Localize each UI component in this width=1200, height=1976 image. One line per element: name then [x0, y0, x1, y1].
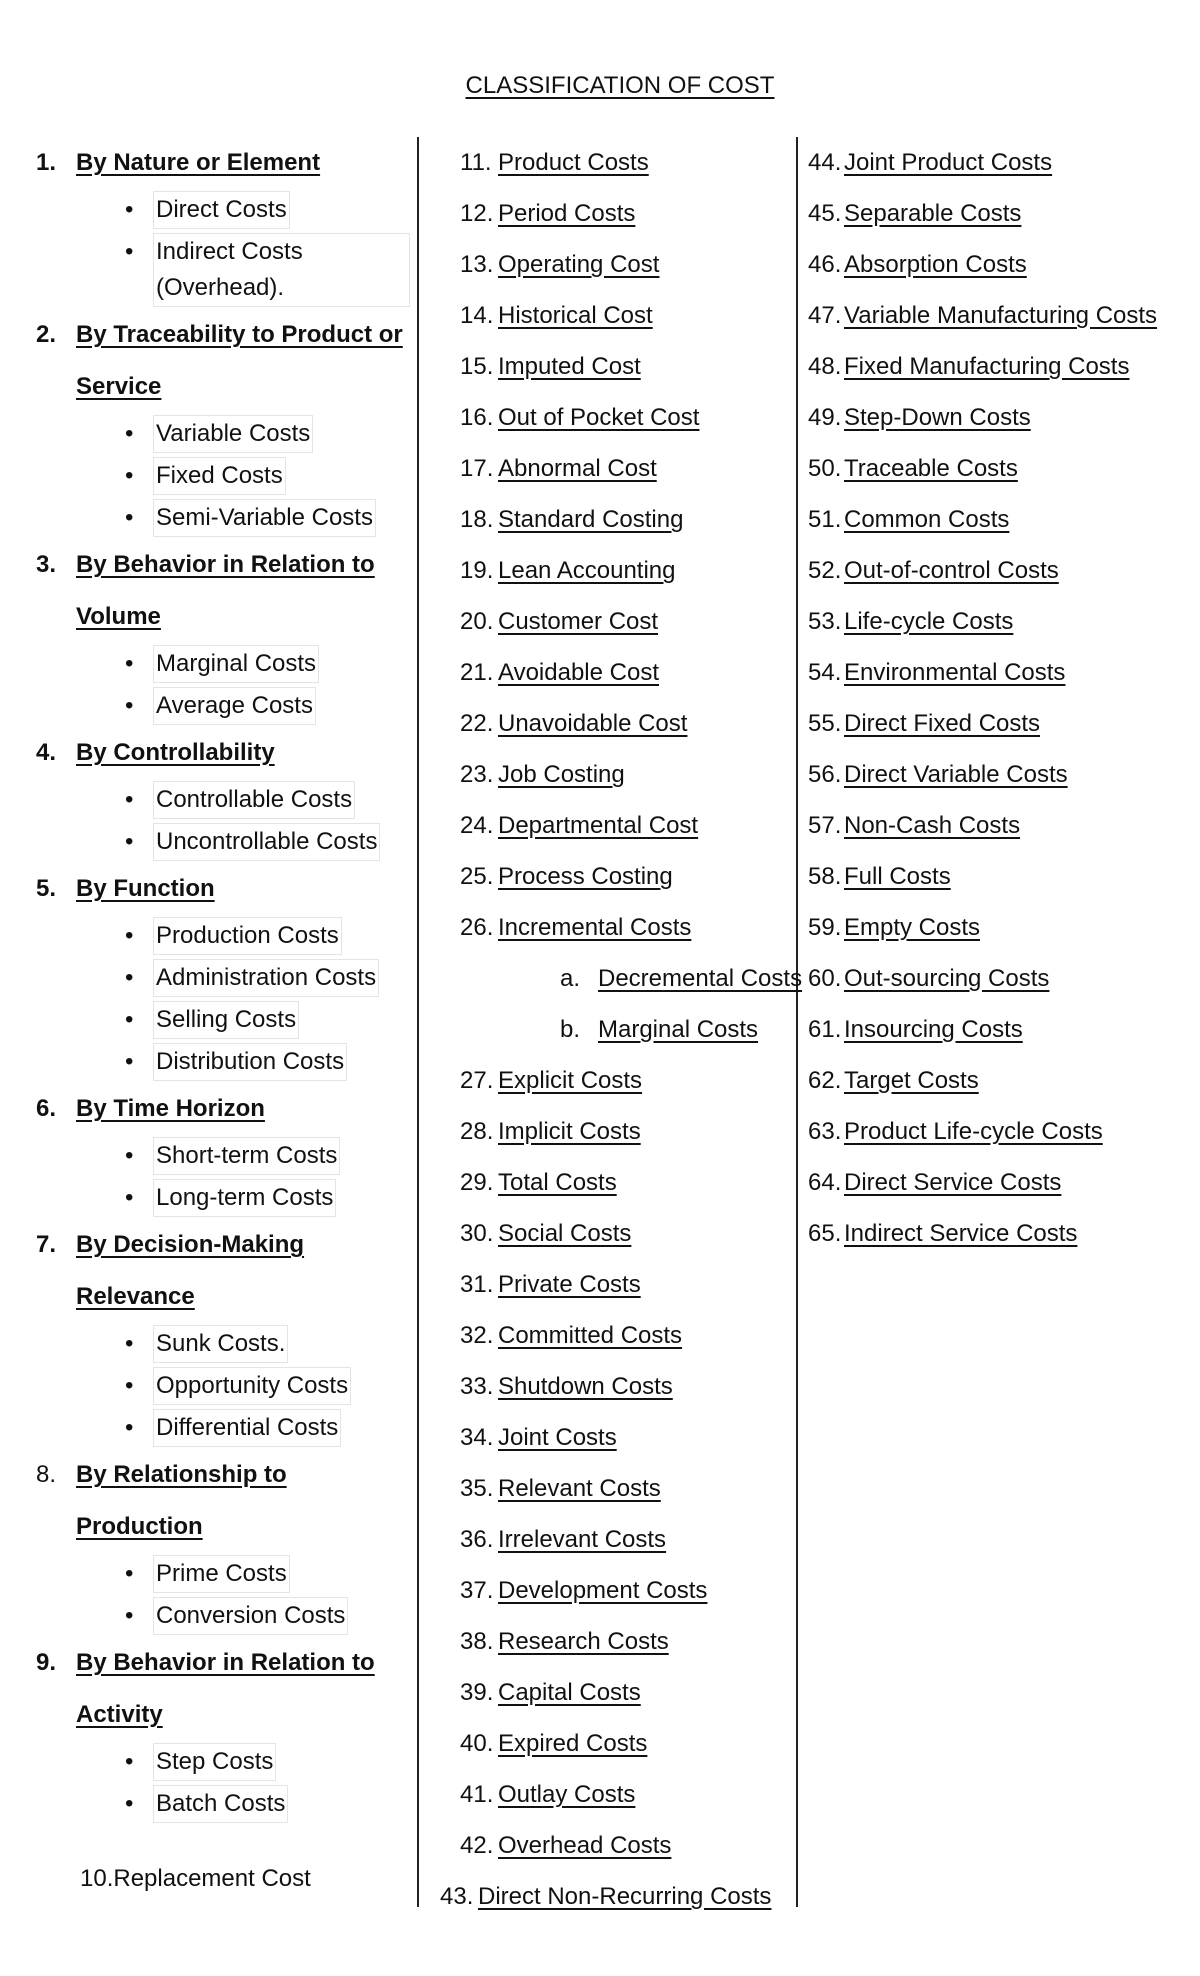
item-label: Incremental Costs [498, 914, 692, 941]
list-item-text: Controllable Costs [153, 781, 355, 819]
item-label: Joint Product Costs [844, 149, 1053, 176]
item-number: 27. [460, 1067, 494, 1094]
list-item-text: Conversion Costs [153, 1597, 348, 1635]
bullet-icon: • [125, 786, 134, 813]
list-item-text: Indirect Costs (Overhead). [153, 233, 410, 307]
list-item-text: Variable Costs [153, 415, 313, 453]
item-label: Job Costing [498, 761, 625, 788]
item-label: Insourcing Costs [844, 1016, 1023, 1043]
item-label: Lean Accounting [498, 557, 676, 584]
bullet-icon: • [125, 420, 134, 447]
bullet-icon: • [125, 1560, 134, 1587]
numbered-item [430, 1718, 790, 1769]
item-number: 19. [460, 557, 494, 584]
list-item [125, 685, 410, 727]
item-number: 18. [460, 506, 494, 533]
section-label: By Function [76, 875, 215, 902]
section-label: By Controllability [76, 739, 275, 766]
numbered-item [430, 1157, 790, 1208]
bullet-icon: • [125, 828, 134, 855]
item-label: Environmental Costs [844, 659, 1066, 686]
item-label: Outlay Costs [498, 1781, 636, 1808]
numbered-item [430, 647, 790, 698]
numbered-item [808, 1055, 1200, 1106]
item-label: Direct Variable Costs [844, 761, 1068, 788]
list-item-text: Step Costs [153, 1743, 276, 1781]
bullet-icon: • [125, 462, 134, 489]
list-item-text: Prime Costs [153, 1555, 290, 1593]
numbered-item [430, 239, 790, 290]
list-item-text: Sunk Costs. [153, 1325, 288, 1363]
item-number: 17. [460, 455, 494, 482]
item-number: b. [560, 1016, 581, 1043]
section-number: 1. [36, 149, 57, 176]
item-number: 15. [460, 353, 494, 380]
numbered-item [430, 1259, 790, 1310]
item-label: Explicit Costs [498, 1067, 643, 1094]
bullet-icon: • [125, 504, 134, 531]
list-item [125, 1553, 410, 1595]
item-label: Irrelevant Costs [498, 1526, 667, 1553]
section-label: By Relationship to Production [76, 1461, 287, 1540]
item-label: Committed Costs [498, 1322, 683, 1349]
item-label: Capital Costs [498, 1679, 641, 1706]
list-item-text: Uncontrollable Costs [153, 823, 380, 861]
item-label: Life-cycle Costs [844, 608, 1014, 635]
section-heading [30, 727, 410, 779]
item-number: 37. [460, 1577, 494, 1604]
section-number: 4. [36, 739, 57, 766]
item-label: Direct Fixed Costs [844, 710, 1041, 737]
column-divider-2 [796, 137, 798, 1907]
item-number: 55. [808, 710, 842, 737]
numbered-item [430, 902, 790, 953]
numbered-item [808, 290, 1200, 341]
section-items [30, 1323, 410, 1449]
item-label: Operating Cost [498, 251, 660, 278]
item-number: 38. [460, 1628, 494, 1655]
item-number: 39. [460, 1679, 494, 1706]
numbered-item [430, 749, 790, 800]
item-number: 60. [808, 965, 842, 992]
list-item-text: Short-term Costs [153, 1137, 340, 1175]
item-number: 56. [808, 761, 842, 788]
item-label: Development Costs [498, 1577, 708, 1604]
numbered-item [430, 290, 790, 341]
item-number: 29. [460, 1169, 494, 1196]
section-number: 5. [36, 875, 57, 902]
item-number: 52. [808, 557, 842, 584]
item-label: Separable Costs [844, 200, 1022, 227]
item-number: 12. [460, 200, 494, 227]
item-number: 61. [808, 1016, 842, 1043]
item-label: Unavoidable Cost [498, 710, 688, 737]
numbered-item [808, 137, 1200, 188]
numbered-item [430, 1769, 790, 1820]
numbered-item [430, 1004, 790, 1055]
list-item [125, 1407, 410, 1449]
item-label: Private Costs [498, 1271, 641, 1298]
item-number: 32. [460, 1322, 494, 1349]
bullet-icon: • [125, 196, 134, 223]
numbered-item [430, 1463, 790, 1514]
list-item [125, 643, 410, 685]
list-item-text: Marginal Costs [153, 645, 319, 683]
numbered-item [808, 596, 1200, 647]
list-item-text: Semi-Variable Costs [153, 499, 376, 537]
section-heading [30, 309, 410, 413]
bullet-icon: • [125, 650, 134, 677]
item-number: 40. [460, 1730, 494, 1757]
numbered-item [430, 137, 790, 188]
item-label: Relevant Costs [498, 1475, 661, 1502]
item-label: Expired Costs [498, 1730, 648, 1757]
list-item-text: Opportunity Costs [153, 1367, 351, 1405]
item-number: 48. [808, 353, 842, 380]
bullet-icon: • [125, 1790, 134, 1817]
numbered-item [808, 545, 1200, 596]
section-heading [30, 1083, 410, 1135]
numbered-item [808, 749, 1200, 800]
item-label: Social Costs [498, 1220, 632, 1247]
numbered-item [808, 392, 1200, 443]
item-number: 41. [460, 1781, 494, 1808]
column-cost-list-2 [430, 137, 803, 1922]
item-number: 47. [808, 302, 842, 329]
section-items [30, 1135, 410, 1219]
item-number: 34. [460, 1424, 494, 1451]
item-number: 16. [460, 404, 494, 431]
numbered-item [808, 953, 1200, 1004]
item-label: Variable Manufacturing Costs [844, 302, 1158, 329]
item-label: Out-of-control Costs [844, 557, 1059, 584]
item-number: 33. [460, 1373, 494, 1400]
section-items [30, 643, 410, 727]
replacement-cost-item: 10.Replacement Cost [80, 1865, 311, 1892]
list-item [125, 231, 410, 309]
list-item-text: Distribution Costs [153, 1043, 347, 1081]
list-item [125, 1741, 410, 1783]
bullet-icon: • [125, 238, 134, 265]
item-number: 21. [460, 659, 494, 686]
item-number: 22. [460, 710, 494, 737]
list-item-text: Administration Costs [153, 959, 379, 997]
item-label: Traceable Costs [844, 455, 1018, 482]
bullet-icon: • [125, 1748, 134, 1775]
section-label: By Time Horizon [76, 1095, 265, 1122]
item-number: 11. [460, 149, 492, 176]
item-label: Overhead Costs [498, 1832, 672, 1859]
section-heading [30, 1219, 410, 1323]
item-label: Process Costing [498, 863, 673, 890]
numbered-item [808, 851, 1200, 902]
bullet-icon: • [125, 922, 134, 949]
item-number: 62. [808, 1067, 842, 1094]
section-heading [30, 137, 410, 189]
bullet-icon: • [125, 1372, 134, 1399]
item-label: Direct Service Costs [844, 1169, 1062, 1196]
section-number: 8. [36, 1461, 57, 1488]
item-number: 51. [808, 506, 842, 533]
list-item [125, 821, 410, 863]
item-number: 36. [460, 1526, 494, 1553]
numbered-item [808, 902, 1200, 953]
item-number: 14. [460, 302, 494, 329]
item-number: 50. [808, 455, 842, 482]
bullet-icon: • [125, 1142, 134, 1169]
item-number: 42. [460, 1832, 494, 1859]
numbered-item [808, 494, 1200, 545]
item-number: 54. [808, 659, 842, 686]
item-number: 57. [808, 812, 842, 839]
numbered-item [808, 698, 1200, 749]
numbered-item [430, 443, 790, 494]
section-number: 2. [36, 321, 57, 348]
numbered-item [430, 494, 790, 545]
column-cost-list-3 [808, 137, 1200, 1259]
item-label: Target Costs [844, 1067, 979, 1094]
item-number: 25. [460, 863, 494, 890]
numbered-item [430, 953, 803, 1004]
numbered-item [808, 1004, 1200, 1055]
numbered-item [430, 1055, 790, 1106]
section-items [30, 189, 410, 309]
list-item [125, 413, 410, 455]
numbered-item [430, 1667, 790, 1718]
section-label: By Decision-Making Relevance [76, 1231, 305, 1310]
item-label: Decremental Costs [598, 965, 803, 992]
item-number: 53. [808, 608, 842, 635]
numbered-item [430, 800, 790, 851]
numbered-item [430, 1361, 790, 1412]
column-categories [30, 137, 410, 1899]
numbered-item [808, 1208, 1200, 1259]
item-label: Fixed Manufacturing Costs [844, 353, 1130, 380]
section-heading [30, 1449, 410, 1553]
item-label: Standard Costing [498, 506, 684, 533]
item-label: Historical Cost [498, 302, 653, 329]
list-item [125, 189, 410, 231]
section-number: 9. [36, 1649, 57, 1676]
list-item [125, 1177, 410, 1219]
item-label: Product Costs [498, 149, 649, 176]
item-number: 20. [460, 608, 494, 635]
column-divider-1 [417, 137, 419, 1907]
numbered-item [430, 596, 790, 647]
item-label: Imputed Cost [498, 353, 641, 380]
item-number: 26. [460, 914, 494, 941]
item-label: Period Costs [498, 200, 636, 227]
list-item [125, 1595, 410, 1637]
numbered-item [808, 188, 1200, 239]
section-items [30, 413, 410, 539]
list-item [125, 1783, 410, 1825]
item-label: Departmental Cost [498, 812, 699, 839]
numbered-item [430, 1514, 790, 1565]
bullet-icon: • [125, 964, 134, 991]
bullet-icon: • [125, 1048, 134, 1075]
item-label: Full Costs [844, 863, 951, 890]
numbered-item [430, 392, 790, 443]
list-item-text: Average Costs [153, 687, 316, 725]
item-number: 59. [808, 914, 842, 941]
list-item [125, 915, 410, 957]
list-item-text: Differential Costs [153, 1409, 341, 1447]
numbered-item [430, 1820, 790, 1871]
item-label: Joint Costs [498, 1424, 617, 1451]
bullet-icon: • [125, 1602, 134, 1629]
bullet-icon: • [125, 1006, 134, 1033]
numbered-item [808, 341, 1200, 392]
item-number: 31. [460, 1271, 494, 1298]
item-label: Implicit Costs [498, 1118, 641, 1145]
numbered-item [430, 1106, 790, 1157]
list-item-text: Fixed Costs [153, 457, 286, 495]
list-item-text: Selling Costs [153, 1001, 299, 1039]
item-label: Out of Pocket Cost [498, 404, 700, 431]
numbered-item [430, 188, 790, 239]
item-number: 35. [460, 1475, 494, 1502]
item-number: 49. [808, 404, 842, 431]
numbered-item [430, 1208, 790, 1259]
numbered-item [808, 1157, 1200, 1208]
item-number: 43. [440, 1883, 474, 1910]
item-number: 30. [460, 1220, 494, 1247]
section-items [30, 1741, 410, 1825]
item-label: Common Costs [844, 506, 1010, 533]
section-label: By Behavior in Relation to Activity [76, 1649, 375, 1728]
numbered-item [430, 698, 790, 749]
numbered-item [430, 545, 790, 596]
section-heading [30, 863, 410, 915]
item-number: 64. [808, 1169, 842, 1196]
numbered-item [430, 1871, 790, 1922]
section-number: 3. [36, 551, 57, 578]
list-item [125, 1135, 410, 1177]
numbered-item [808, 1106, 1200, 1157]
numbered-item [808, 239, 1200, 290]
list-item [125, 455, 410, 497]
list-item-text: Long-term Costs [153, 1179, 336, 1217]
section-items [30, 1553, 410, 1637]
bullet-icon: • [125, 1184, 134, 1211]
numbered-item [430, 341, 790, 392]
item-number: 23. [460, 761, 494, 788]
section-heading [30, 539, 410, 643]
item-label: Marginal Costs [598, 1016, 759, 1043]
item-label: Absorption Costs [844, 251, 1027, 278]
bullet-icon: • [125, 1414, 134, 1441]
section-label: By Behavior in Relation to Volume [76, 551, 375, 630]
item-label: Out-sourcing Costs [844, 965, 1050, 992]
list-item [125, 1365, 410, 1407]
item-label: Total Costs [498, 1169, 617, 1196]
item-label: Shutdown Costs [498, 1373, 673, 1400]
item-number: a. [560, 965, 581, 992]
item-label: Empty Costs [844, 914, 981, 941]
item-label: Indirect Service Costs [844, 1220, 1078, 1247]
item-label: Product Life-cycle Costs [844, 1118, 1103, 1145]
item-label: Research Costs [498, 1628, 669, 1655]
numbered-item [430, 1616, 790, 1667]
item-number: 58. [808, 863, 842, 890]
item-label: Direct Non-Recurring Costs [478, 1883, 772, 1910]
numbered-item [430, 851, 790, 902]
item-number: 28. [460, 1118, 494, 1145]
item-number: 45. [808, 200, 842, 227]
list-item-text: Batch Costs [153, 1785, 288, 1823]
section-heading [30, 1637, 410, 1741]
item-number: 24. [460, 812, 494, 839]
numbered-item [808, 443, 1200, 494]
item-label: Avoidable Cost [498, 659, 659, 686]
section-number: 7. [36, 1231, 57, 1258]
item-number: 65. [808, 1220, 842, 1247]
bullet-icon: • [125, 692, 134, 719]
list-item [125, 497, 410, 539]
page-title: CLASSIFICATION OF COST [465, 72, 775, 99]
numbered-item [808, 647, 1200, 698]
numbered-item [430, 1565, 790, 1616]
item-number: 63. [808, 1118, 842, 1145]
section-label: By Nature or Element [76, 149, 321, 176]
numbered-item [808, 800, 1200, 851]
bullet-icon: • [125, 1330, 134, 1357]
numbered-item [430, 1412, 790, 1463]
list-item [125, 999, 410, 1041]
section-number: 6. [36, 1095, 57, 1122]
list-item-text: Production Costs [153, 917, 342, 955]
list-item-text: Direct Costs [153, 191, 290, 229]
item-label: Step-Down Costs [844, 404, 1031, 431]
list-item [125, 779, 410, 821]
item-label: Customer Cost [498, 608, 659, 635]
numbered-item [430, 1310, 790, 1361]
section-label: By Traceability to Product or Service [76, 321, 403, 400]
item-number: 46. [808, 251, 842, 278]
item-number: 13. [460, 251, 494, 278]
item-label: Abnormal Cost [498, 455, 657, 482]
item-label: Non-Cash Costs [844, 812, 1021, 839]
section-items [30, 915, 410, 1083]
list-item [125, 957, 410, 999]
list-item [125, 1323, 410, 1365]
section-items [30, 779, 410, 863]
list-item [125, 1041, 410, 1083]
item-number: 44. [808, 149, 842, 176]
